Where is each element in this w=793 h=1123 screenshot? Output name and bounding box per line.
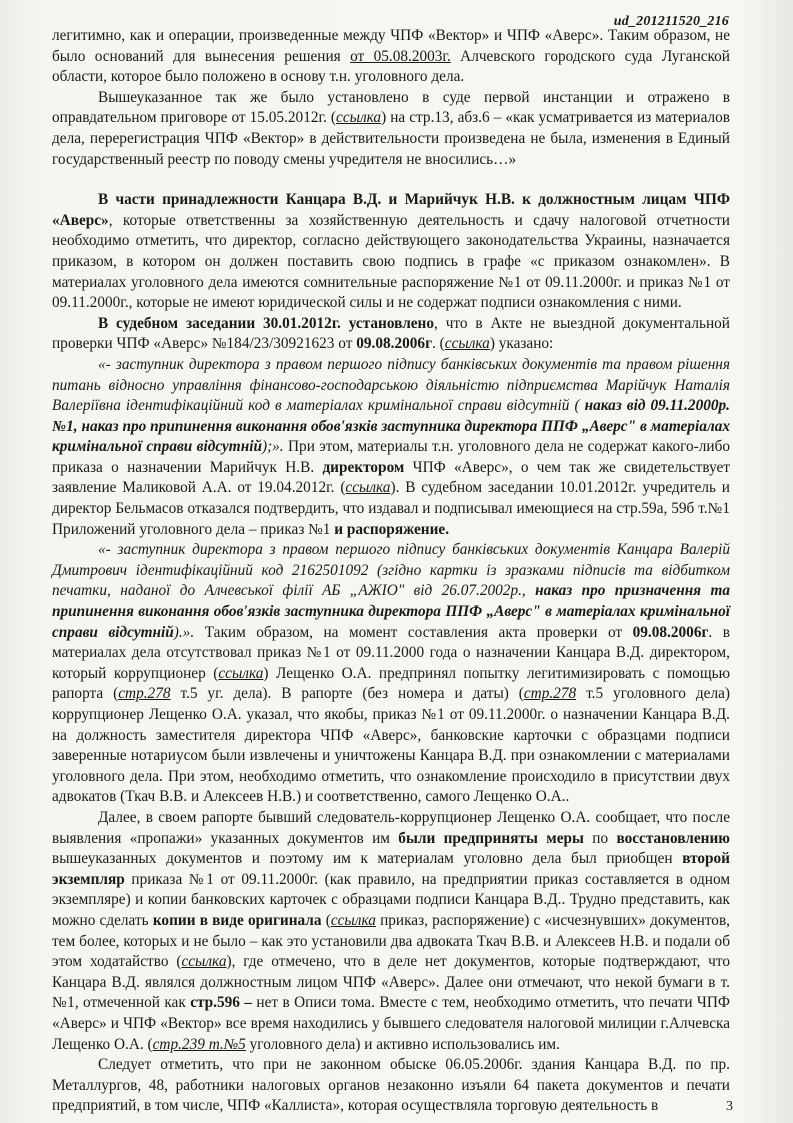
paragraph	[52, 540, 730, 808]
text-run: легитимно, как и операции, произведенные между ЧПФ «Вектор» и ЧПФ «Аверс». Таким образом, не было оснований для вынесения решения	[52, 27, 730, 65]
text-run: стр.239 т.№5	[152, 1035, 246, 1053]
paragraph	[52, 88, 730, 170]
paragraph	[52, 355, 730, 540]
document-body	[52, 26, 730, 1117]
text-run: уголовного дела) и активно использовались им.	[245, 1035, 560, 1053]
text-run: «- заступник директора з правом першого підпису банківських документів Канцара Валерій Дмитрович ідентифікаційний код 2162501092 (згідно картки із зразками підписів та відбитком печатки, наданої до Алчевської філії АБ „АЖІО" від 26.07.2002р.,	[52, 541, 730, 600]
text-run: восстановлению	[616, 829, 730, 847]
paragraph	[52, 190, 730, 314]
text-run: (	[321, 911, 331, 929]
text-run: Следует отметить, что при не законном обыске 06.05.2006г. здания Канцара В.Д. по пр. Металлургов, 48, работники налоговых органов незаконно изъяли 64 пакета документов и печати предприятий, в том числе, ЧПФ «Каллиста», которая осуществляла торговую деятельность в	[52, 1056, 730, 1115]
text-run: , которые ответственны за хозяйственную деятельность и сдачу налоговой отчетности необходимо отметить, что директор, согласно действующего законодательства Украины, назначается приказом, в котором он должен поставить свою подпись в графе «с приказом ознакомлен». В материалах уголовного дела имеются сомнительные распоряжение №1 от 09.11.2000г. и приказ №1 от 09.11.2000г., которые не имеют юридической силы и не содержат подписи ознакомления с ними.	[52, 211, 730, 312]
text-run: стр.278	[523, 685, 577, 703]
text-run: ). В судебном заседании 10.01.2012г. учредитель и директор Бельмасов отказался подтвердить, что издавал и подписывал имеющиеся на стр.59а, 59б т.№1 Приложений уголовного дела – приказ №1	[52, 479, 730, 538]
text-run: от 05.08.2003г.	[350, 47, 451, 65]
text-run: по	[583, 829, 617, 847]
text-run: нет в Описи тома. Вместе с тем, необходимо отметить, что печати ЧПФ «Аверс» и ЧПФ «Вектор» все время находились у бывшего следователя налоговой милиции г.Алчевска Лещенко О.А. (	[52, 994, 731, 1053]
paragraph	[52, 314, 730, 355]
text-run: второй экземпляр	[52, 850, 730, 888]
text-run: приказа №1 от 09.11.2000г. (как правило, на предприятии приказ составляется в одном экземпляре) и копии банковских карточек с образцами подписи Канцара В.Д.. Трудно представить, как можно сделать	[52, 870, 730, 929]
text-run: 09.08.2006г	[356, 335, 433, 353]
text-run: );».	[261, 438, 284, 456]
text-run: . в материалах дела отсутствовал приказ №1 от 09.11.2000 года о назначении Канцара В.Д. директором, который коррупционер (	[52, 623, 730, 682]
text-run: наказ про призначення та припинення виконання обов'язків заступника директора ППФ „Аверс" в матеріалах кримінальної справи відсутній	[52, 582, 730, 641]
text-run: 09.08.2006г	[632, 623, 709, 641]
text-run: ).».	[173, 623, 195, 641]
paragraph	[52, 26, 730, 88]
text-run: т.5 уголовного дела) коррупционер Лещенко О.А. указал, что якобы, приказ №1 от 09.11.2000г. о назначении Канцара В.Д. на должность заместителя директора ЧПФ «Аверс», банковские карточки с образцами подписи заверенные нотариусом были извлечены и уничтожены Канцара В.Д. при ознакомлении с материалами уголовного дела. При этом, необходимо отметить, что ознакомление происходило в присутствии двух адвокатов (Ткач В.В. и Алексеев Н.В.) и соответственно, самого Лещенко О.А..	[52, 685, 730, 806]
text-run: и распоряжение.	[334, 520, 450, 538]
text-run: ), где отмечено, что в деле нет документов, которые подтверждают, что Канцара В.Д. являлся должностным лицом ЧПФ «Аверс». Далее они отмечают, что некой бумаги в т.№1, отмеченной как	[52, 953, 730, 1012]
text-run: . (	[432, 335, 445, 353]
document-id: ud_201211520_216	[613, 14, 729, 29]
paragraph	[52, 1055, 730, 1117]
text-run: «- заступник директора з правом першого підпису банківських документів та правом рішення питань відносно управління фінансово-господарською діяльністю підприємства Марійчук Наталія Валеріївна ідентифікаційний код в матеріалах кримінальної справи відсутній (	[52, 355, 730, 415]
text-run: стр.596 –	[190, 994, 253, 1012]
text-run: ссылка	[330, 911, 376, 929]
text-run: ЧПФ «Аверс», о чем так же свидетельствует заявление Маликовой А.А. от 19.04.2012г. (	[52, 458, 730, 497]
text-run: При этом, материалы т.н. уголовного дела не содержат какого-либо приказа о назначении Марийчук Н.В.	[52, 438, 731, 476]
text-run: приказ, распоряжение) с «исчезнувших» документов, тем более, которых и не было – как это установили два адвоката Ткач В.В. и Алексеев Н.В. и подали об этом ходатайство (	[52, 911, 730, 971]
text-run: стр.278	[118, 685, 171, 703]
text-run: ссылка	[181, 953, 227, 971]
text-run: т.5 уг. дела). В рапорте (без номера и даты) (	[170, 685, 524, 703]
text-run: наказ від 09.11.2000р. №1, наказ про припинення виконання обов'язків заступника директора ППФ „Аверс" в матеріалах кримінальної справи відсутній	[52, 397, 730, 456]
text-run: Алчевского городского суда Луганской области, которое было положено в основу т.н. уголовного дела.	[52, 47, 730, 86]
text-run: В части принадлежности Канцара В.Д. и Марийчук Н.В. к должностным лицам ЧПФ «Аверс»	[52, 191, 730, 229]
text-run: ссылка	[444, 335, 490, 353]
text-run: , что в Акте не выездной документальной проверки ЧПФ «Аверс» №184/23/30921623 от	[52, 314, 730, 353]
text-run: Далее, в своем рапорте бывший следователь-коррупционер Лещенко О.А. сообщает, что после выявления «пропажи» указанных документов им	[52, 808, 730, 847]
text-run: Таким образом, на момент составления акта проверки от	[194, 623, 633, 641]
text-run: ссылка	[345, 479, 391, 497]
page-number: 3	[726, 1099, 733, 1114]
text-run: копии в виде оригинала	[152, 911, 322, 929]
text-run: В судебном заседании 30.01.2012г. установлено	[98, 314, 435, 332]
text-run: ссылка	[218, 664, 264, 682]
paragraph	[52, 808, 730, 1055]
text-run: ) Лещенко О.А. предпринял попытку легитимизировать с помощью рапорта (	[52, 664, 730, 703]
text-run: Вышеуказанное так же было установлено в суде первой инстанции и отражено в оправдательном приговоре от 15.05.2012г. (	[52, 88, 730, 127]
text-run: ссылка	[336, 109, 382, 127]
text-run: директором	[322, 458, 405, 476]
text-run: вышеуказанных документов и поэтому им к материалам уголовно дела был приобщен	[52, 850, 683, 868]
text-run: ) указано:	[489, 335, 554, 353]
text-run: были предприняты меры	[398, 829, 584, 847]
text-run: ) на стр.13, абз.6 – «как усматривается из материалов дела, перерегистрация ЧПФ «Вектор» в действительности произведена не была, изменения в Единый государственный реестр по поводу смены учредителя не вносились…»	[52, 109, 730, 168]
